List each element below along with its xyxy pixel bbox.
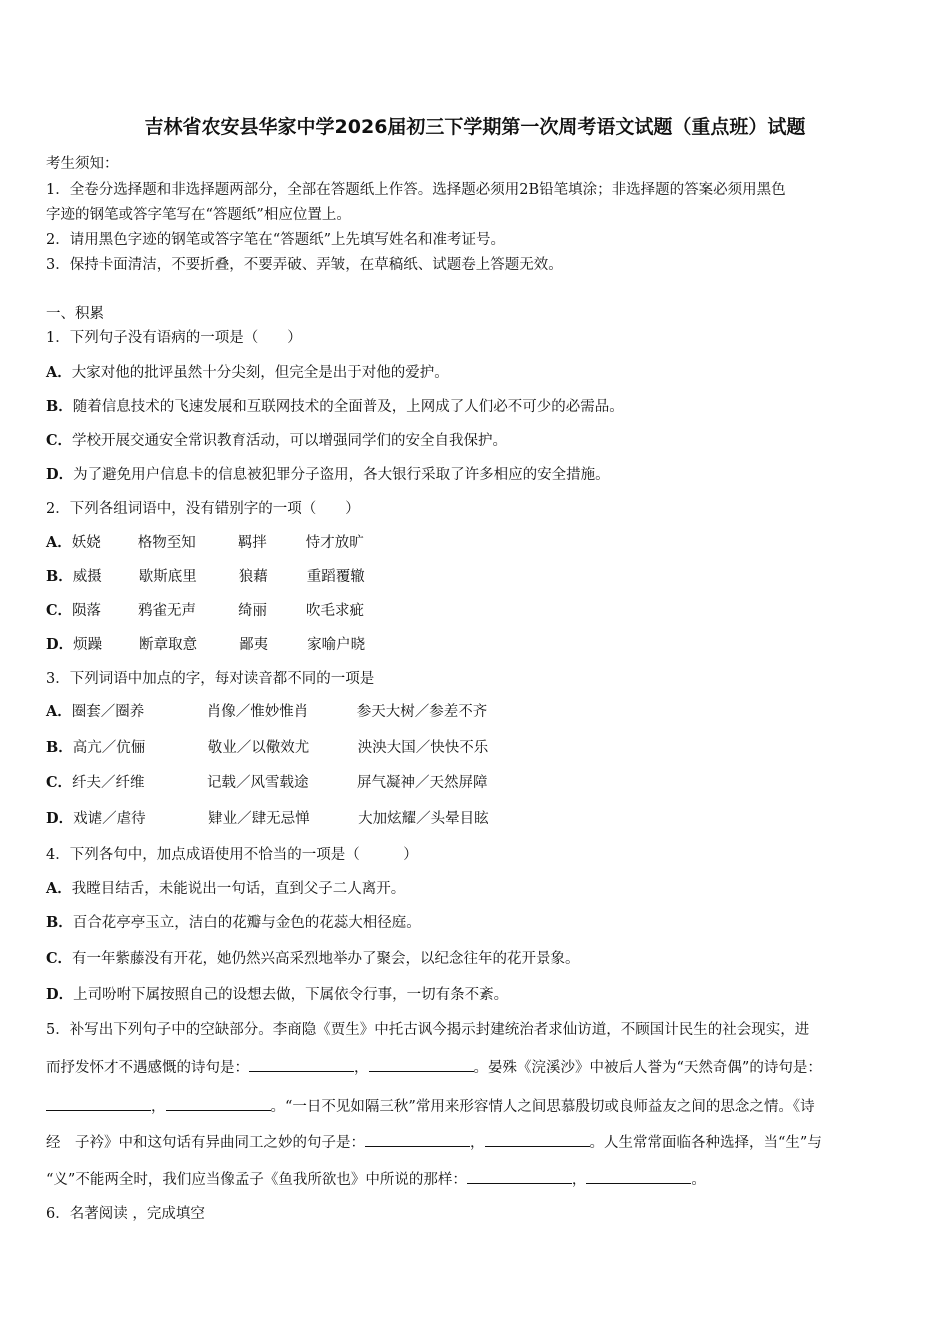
notice-item-1-cont: 字迹的钢笔或答字笔写在“答题纸”相应位置上。 [46, 207, 351, 223]
question-6-stem: 6．名著阅读 ，完成填空 [46, 1206, 205, 1222]
answer-blank[interactable] [249, 1059, 354, 1072]
question-4-stem: 4．下列各句中，加点成语使用不恰当的一项是（ ） [46, 847, 418, 863]
question-2-stem: 2．下列各组词语中，没有错别字的一项（ ） [46, 501, 360, 517]
q1-option-a: A．大家对他的批评虽然十分尖刻，但完全是出于对他的爱护。 [46, 364, 449, 381]
q2-option-c: C．陨落 鸦雀无声 绮丽 吹毛求疵 [46, 602, 365, 619]
q1-option-b: B．随着信息技术的飞速发展和互联网技术的全面普及，上网成了人们必不可少的必需品。 [46, 398, 624, 415]
section-heading: 一、积累 [46, 306, 104, 322]
notice-item-2: 2．请用黑色字迹的钢笔或答字笔在“答题纸”上先填写姓名和准考证号。 [46, 232, 506, 248]
answer-blank[interactable] [369, 1059, 474, 1072]
q4-option-b: B．百合花亭亭玉立，洁白的花瓣与金色的花蕊大相径庭。 [46, 914, 421, 931]
answer-blank[interactable] [586, 1171, 691, 1184]
q2-option-a: A．妖娆 格物至知 羁拌 恃才放旷 [46, 534, 364, 551]
answer-blank[interactable] [46, 1098, 151, 1111]
q4-option-d: D．上司吩咐下属按照自己的设想去做，下属依令行事，一切有条不紊。 [46, 986, 509, 1003]
q3-option-b: B．高亢／伉俪 敬业／以儆效尤 泱泱大国／快快不乐 [46, 739, 489, 756]
notice-heading: 考生须知： [46, 156, 119, 172]
q3-option-c: C．纤夫／纤维 记载／风雪载途 屏气凝神／天然屏障 [46, 774, 488, 791]
notice-item-1: 1．全卷分选择题和非选择题两部分，全部在答题纸上作答。选择题必须用2B铅笔填涂；非选择题的答案必须用黑色 [46, 182, 786, 198]
q3-option-d: D．戏谑／虐待 肄业／肆无忌惮 大加炫耀／头晕目眩 [46, 810, 489, 827]
q1-option-d: D．为了避免用户信息卡的信息被犯罪分子盗用，各大银行采取了许多相应的安全措施。 [46, 466, 610, 483]
question-5-line-5: “义”不能两全时，我们应当像孟子《鱼我所欲也》中所说的那样： ， 。 [46, 1172, 706, 1188]
answer-blank[interactable] [485, 1134, 590, 1147]
question-5-line-1: 5．补写出下列句子中的空缺部分。李商隐《贾生》中托古讽今揭示封建统治者求仙访道，不顾国计民生的社会现实，进 [46, 1022, 810, 1038]
q1-option-c: C．学校开展交通安全常识教育活动，可以增强同学们的安全自我保护。 [46, 432, 508, 449]
notice-item-3: 3．保持卡面清洁，不要折叠，不要弄破、弄皱，在草稿纸、试题卷上答题无效。 [46, 257, 563, 273]
question-1-stem: 1．下列句子没有语病的一项是（ ） [46, 330, 302, 346]
q3-option-a: A．圈套／圈养 肖像／惟妙惟肖 参天大树／参差不齐 [46, 703, 488, 720]
question-5-line-3: ， 。“一日不见如隔三秋”常用来形容情人之间思慕殷切或良师益友之间的思念之情。《诗 [46, 1095, 815, 1116]
answer-blank[interactable] [166, 1098, 271, 1111]
q2-option-b: B．威摄 歇斯底里 狼藉 重蹈覆辙 [46, 568, 365, 585]
q4-option-a: A．我瞠目结舌，未能说出一句话，直到父子二人离开。 [46, 880, 406, 897]
question-3-stem: 3．下列词语中加点的字，每对读音都不同的一项是 [46, 671, 375, 687]
question-5-line-2: 而抒发怀才不遇感慨的诗句是： ， 。晏殊《浣溪沙》中被后人誉为“天然奇偶”的诗句是： [46, 1060, 822, 1076]
answer-blank[interactable] [365, 1134, 470, 1147]
question-5-line-4: 经 子衿》中和这句话有异曲同工之妙的句子是： ， 。人生常常面临各种选择，当“生”与 [46, 1135, 822, 1151]
q2-option-d: D．烦躁 断章取意 鄙夷 家喻户晓 [46, 636, 366, 653]
page-title: 吉林省农安县华家中学2026届初三下学期第一次周考语文试题（重点班）试题 [144, 116, 806, 138]
answer-blank[interactable] [467, 1171, 572, 1184]
q4-option-c: C．有一年紫藤没有开花，她仍然兴高采烈地举办了聚会，以纪念往年的花开景象。 [46, 950, 580, 967]
